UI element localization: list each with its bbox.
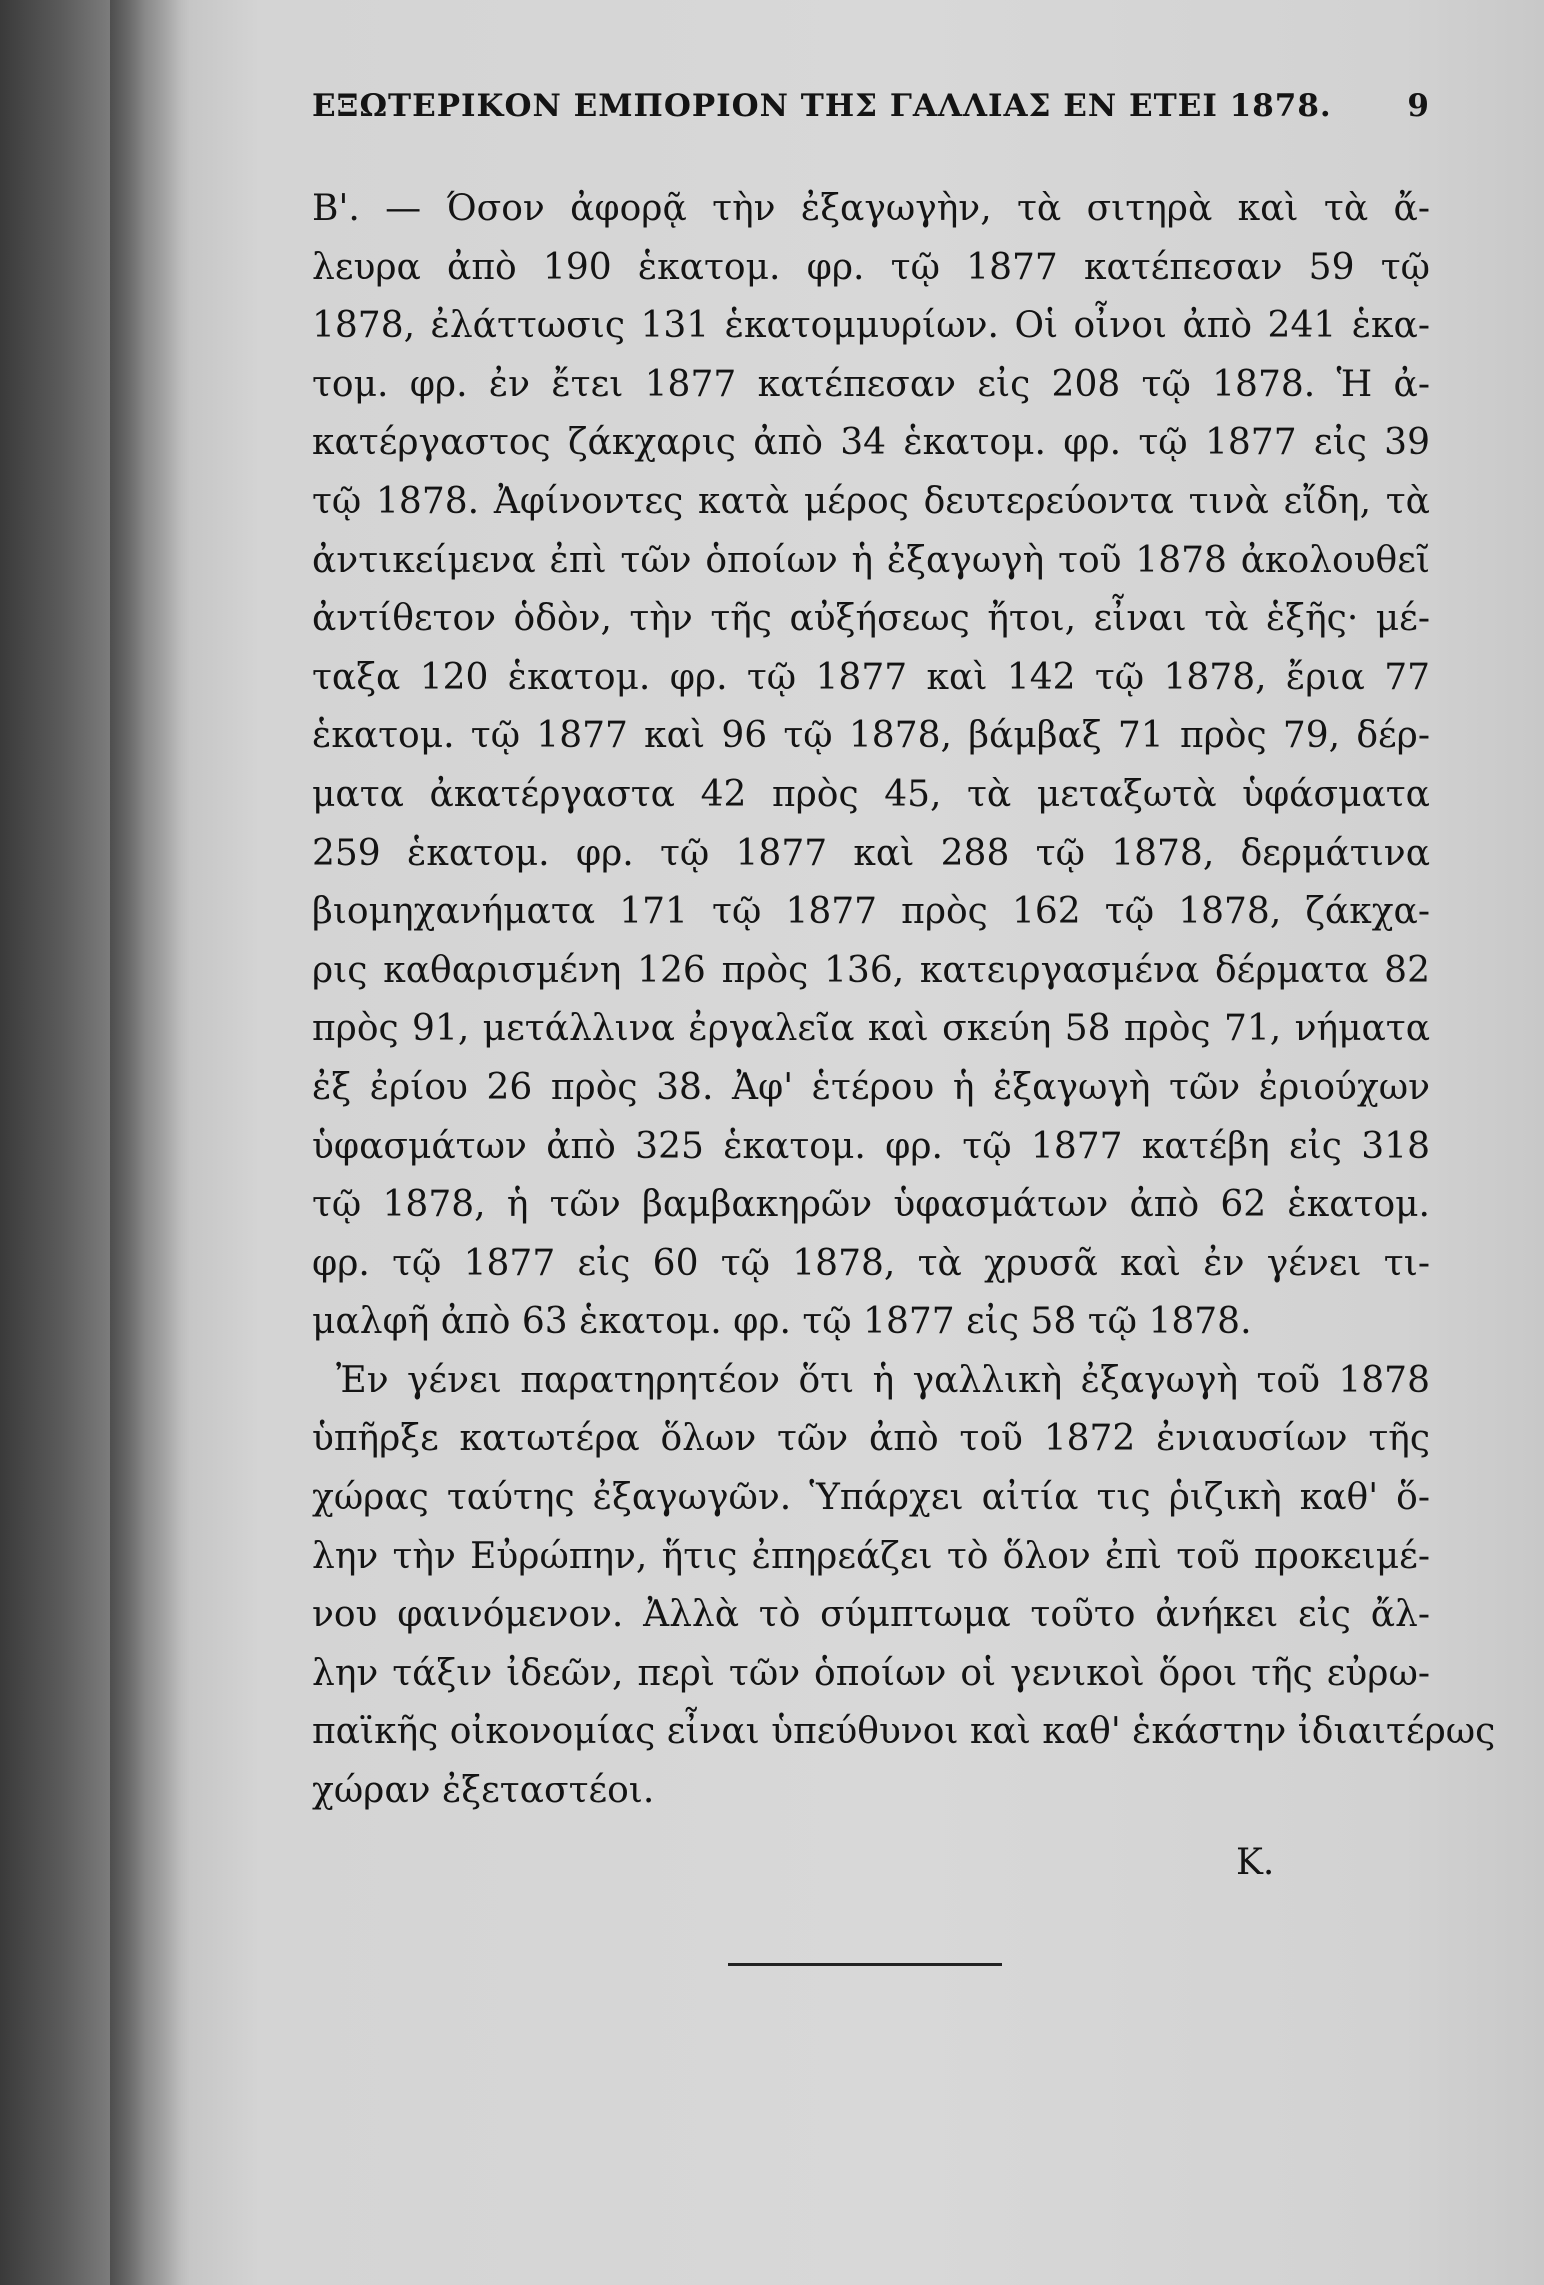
text-line: ἑκατομ. τῷ 1877 καὶ 96 τῷ 1878, βάμβαξ 71 πρὸς 79, δέρ- (312, 715, 1430, 757)
page-header (312, 88, 1430, 128)
running-head: ΕΞΩΤΕΡΙΚΟΝ ΕΜΠΟΡΙΟΝ ΤΗΣ ΓΑΛΛΙΑΣ ΕΝ ΕΤΕΙ 1878. (312, 88, 1332, 124)
text-line: ἀντίθετον ὁδὸν, τὴν τῆς αὐξήσεως ἤτοι, εἶναι τὰ ἑξῆς· μέ- (312, 598, 1430, 640)
book-spine-shadow (110, 0, 180, 2285)
text-line: λευρα ἀπὸ 190 ἑκατομ. φρ. τῷ 1877 κατέπεσαν 59 τῷ (312, 246, 1430, 288)
body-text (312, 180, 1496, 1821)
page-number: 9 (1407, 88, 1430, 124)
text-line: Ἐν γένει παρατηρητέον ὅτι ἡ γαλλικὴ ἐξαγωγὴ τοῦ 1878 (336, 1359, 1430, 1401)
text-line: τομ. φρ. ἐν ἔτει 1877 κατέπεσαν εἰς 208 τῷ 1878. Ἡ ἀ- (312, 363, 1430, 405)
text-line: τῷ 1878, ἡ τῶν βαμβακηρῶν ὑφασμάτων ἀπὸ 62 ἑκατομ. (312, 1184, 1430, 1226)
text-line: τῷ 1878. Ἀφίνοντες κατὰ μέρος δευτερεύοντα τινὰ εἴδη, τὰ (312, 480, 1430, 522)
text-line: ὑπῆρξε κατωτέρα ὅλων τῶν ἀπὸ τοῦ 1872 ἐνιαυσίων τῆς (312, 1418, 1430, 1460)
text-line: μαλφῆ ἀπὸ 63 ἑκατομ. φρ. τῷ 1877 εἰς 58 τῷ 1878. (312, 1301, 1252, 1343)
text-line: πρὸς 91, μετάλλινα ἐργαλεῖα καὶ σκεύη 58 πρὸς 71, νήματα (312, 1008, 1430, 1050)
end-rule-divider (728, 1963, 1002, 1966)
text-line: χώραν ἐξεταστέοι. (312, 1770, 655, 1812)
text-line: χώρας ταύτης ἐξαγωγῶν. Ὑπάρχει αἰτία τις ῥιζικὴ καθ' ὅ- (312, 1477, 1430, 1519)
text-line: 259 ἑκατομ. φρ. τῷ 1877 καὶ 288 τῷ 1878, δερμάτινα (312, 832, 1430, 874)
text-line: ρις καθαρισμένη 126 πρὸς 136, κατειργασμένα δέρματα 82 (312, 949, 1430, 991)
text-line: ἐξ ἐρίου 26 πρὸς 38. Ἀφ' ἑτέρου ἡ ἐξαγωγὴ τῶν ἐριούχων (312, 1066, 1430, 1108)
text-line: φρ. τῷ 1877 εἰς 60 τῷ 1878, τὰ χρυσᾶ καὶ ἐν γένει τι- (312, 1242, 1430, 1284)
text-line: λην τάξιν ἰδεῶν, περὶ τῶν ὁποίων οἱ γενικοὶ ὅροι τῆς εὐρω- (312, 1652, 1430, 1694)
text-line: ματα ἀκατέργαστα 42 πρὸς 45, τὰ μεταξωτὰ ὑφάσματα (312, 773, 1430, 815)
text-line: ὑφασμάτων ἀπὸ 325 ἑκατομ. φρ. τῷ 1877 κατέβη εἰς 318 (312, 1125, 1430, 1167)
text-line: 1878, ἐλάττωσις 131 ἑκατομμυρίων. Οἱ οἶνοι ἀπὸ 241 ἑκα- (312, 305, 1430, 347)
text-line: ἀντικείμενα ἐπὶ τῶν ὁποίων ἡ ἐξαγωγὴ τοῦ 1878 ἀκολουθεῖ (312, 539, 1430, 581)
text-line: κατέργαστος ζάκχαρις ἀπὸ 34 ἑκατομ. φρ. τῷ 1877 εἰς 39 (312, 422, 1430, 464)
text-line: Β'. — Όσον ἀφορᾷ τὴν ἐξαγωγὴν, τὰ σιτηρὰ καὶ τὰ ἄ- (312, 188, 1430, 229)
text-line: βιομηχανήματα 171 τῷ 1877 πρὸς 162 τῷ 1878, ζάκχα- (312, 891, 1430, 933)
text-line: ταξα 120 ἑκατομ. φρ. τῷ 1877 καὶ 142 τῷ 1878, ἔρια 77 (312, 656, 1430, 698)
author-signature: Κ. (1236, 1842, 1275, 1883)
text-line: νου φαινόμενον. Ἀλλὰ τὸ σύμπτωμα τοῦτο ἀνήκει εἰς ἄλ- (312, 1594, 1430, 1636)
text-line: λην τὴν Εὐρώπην, ἥτις ἐπηρεάζει τὸ ὅλον ἐπὶ τοῦ προκειμέ- (312, 1535, 1430, 1577)
text-line: παϊκῆς οἰκονομίας εἶναι ὑπεύθυνοι καὶ καθ' ἑκάστην ἰδιαιτέρως (312, 1711, 1496, 1753)
